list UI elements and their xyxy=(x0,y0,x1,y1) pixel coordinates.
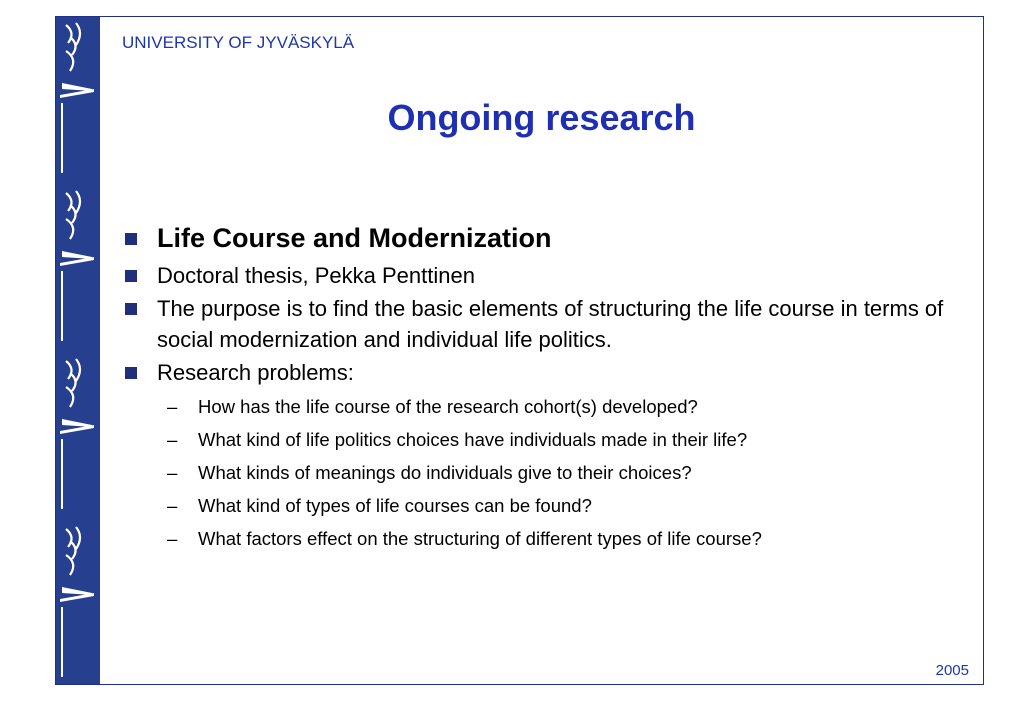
sub-bullet-item xyxy=(123,489,963,522)
sub-bullet-item xyxy=(123,390,963,423)
bullet-text: Life Course and Modernization xyxy=(157,223,552,253)
dash-marker: – xyxy=(167,462,178,483)
torch-logo-pattern-icon xyxy=(56,17,100,685)
sub-bullet-item xyxy=(123,423,963,456)
sub-bullet-text: What factors effect on the structuring of different types of life course? xyxy=(198,528,762,549)
bullet-item xyxy=(123,260,963,291)
dash-marker: – xyxy=(167,396,178,417)
sub-bullet-item xyxy=(123,456,963,489)
bullet-item xyxy=(123,293,963,355)
university-name: UNIVERSITY OF JYVÄSKYLÄ xyxy=(122,33,355,52)
square-bullet-icon xyxy=(125,303,137,315)
sub-bullet-item xyxy=(123,522,963,555)
dash-marker: – xyxy=(167,528,178,549)
square-bullet-icon xyxy=(125,270,137,282)
square-bullet-icon xyxy=(125,233,137,245)
sub-bullet-text: What kind of life politics choices have individuals made in their life? xyxy=(198,429,748,450)
slide xyxy=(55,16,984,685)
bullet-list xyxy=(123,223,963,555)
bullet-item xyxy=(123,223,963,254)
dash-marker: – xyxy=(167,495,178,516)
footer-year: 2005 xyxy=(935,662,969,679)
sub-bullet-text: What kind of types of life courses can be found? xyxy=(198,495,592,516)
left-logo-band xyxy=(56,17,100,684)
square-bullet-icon xyxy=(125,367,137,379)
dash-marker: – xyxy=(167,429,178,450)
bullet-item xyxy=(123,357,963,388)
bullet-text: Research problems: xyxy=(157,360,354,385)
sub-bullet-text: How has the life course of the research cohort(s) developed? xyxy=(198,396,698,417)
sub-bullet-text: What kinds of meanings do individuals give to their choices? xyxy=(198,462,692,483)
bullet-text: The purpose is to find the basic elements of structuring the life course in terms of social modernization and individual life politics. xyxy=(157,296,944,352)
bullet-text: Doctoral thesis, Pekka Penttinen xyxy=(157,263,475,288)
slide-title: Ongoing research xyxy=(387,97,696,138)
